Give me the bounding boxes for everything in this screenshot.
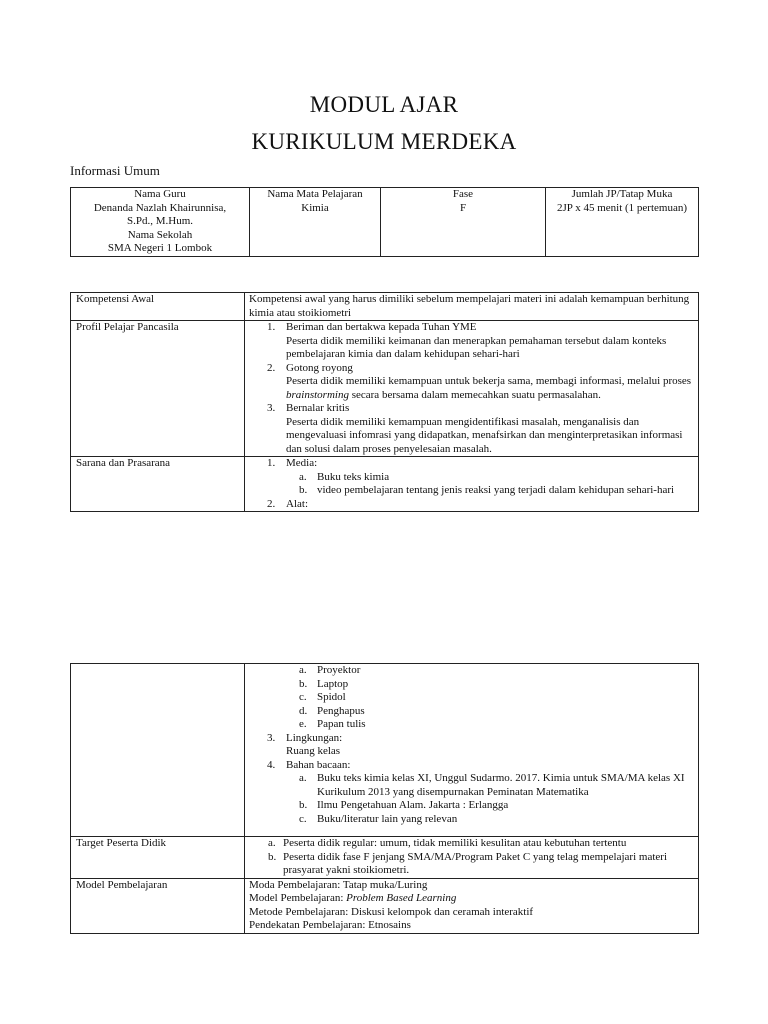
list-item: 3. Bernalar kritis	[267, 402, 350, 414]
list-item: a. Buku teks kimia	[299, 470, 390, 483]
mapel-value: Kimia	[301, 201, 329, 214]
list-item: a. Peserta didik regular: umum, tidak memiliki kesulitan atau kebutuhan tertentu	[268, 837, 627, 849]
profil-content	[245, 321, 699, 457]
metode-text: Metode Pembelajaran: Diskusi kelompok dan ceramah interaktif	[249, 905, 534, 918]
model-label: Model Pembelajaran	[71, 878, 245, 933]
section-label: Informasi Umum	[70, 163, 160, 178]
fase-value: F	[459, 201, 467, 214]
list-item-desc: Peserta didik memiliki kemampuan mengidentifikasi masalah, menganalisis dan mengevaluasi infomrasi yang didapatkan, menafsirkan dan menginterpretasikan informasi dan solusi dalam proses penyelesaian masalah.	[286, 415, 683, 455]
guru-label: Nama Guru	[134, 188, 186, 200]
list-item: b. Ilmu Pengetahuan Alam. Jakarta : Erlangga	[299, 799, 509, 811]
list-item: 1. Media:	[267, 457, 318, 469]
guru-name-1: Denanda Nazlah Khairunnisa,	[93, 201, 227, 214]
profil-row	[71, 321, 699, 457]
list-item: a. Proyektor	[299, 664, 361, 676]
sekolah-label: Nama Sekolah	[127, 228, 193, 241]
jp-label: Jumlah JP/Tatap Muka	[571, 188, 673, 200]
list-item: 1. Beriman dan bertakwa kepada Tuhan YME	[267, 321, 477, 333]
fase-label: Fase	[452, 188, 474, 200]
list-item: 2. Gotong royong	[267, 361, 353, 374]
mapel-cell	[250, 188, 381, 257]
details-table-page2	[70, 663, 699, 934]
sarana-row	[71, 457, 699, 512]
fase-cell	[381, 188, 546, 257]
list-item: c. Buku/literatur lain yang relevan	[299, 812, 458, 825]
list-item: 3. Lingkungan:	[267, 731, 343, 744]
kompetensi-label: Kompetensi Awal	[71, 293, 245, 321]
list-item: e. Papan tulis	[299, 718, 366, 730]
list-item: b. video pembelajaran tentang jenis reaksi yang terjadi dalam kehidupan sehari-hari	[299, 484, 675, 496]
list-item: b. Peserta didik fase F jenjang SMA/MA/Program Paket C yang telag mempelajari materi prasyarat yakni stoikiometri.	[268, 850, 667, 876]
model-content	[245, 878, 699, 933]
list-item: 2. Alat:	[267, 497, 308, 510]
list-item-desc: Peserta didik memiliki kemampuan untuk bekerja sama, membagi informasi, melalui proses brainstorming secara bersama dalam memecahkan suatu permasalahan.	[286, 375, 692, 401]
list-item: b. Laptop	[299, 677, 349, 690]
document-subtitle: KURIKULUM MERDEKA	[251, 129, 517, 154]
document-title: MODUL AJAR	[309, 92, 459, 117]
sarana-content	[245, 457, 699, 512]
kompetensi-row	[71, 293, 699, 321]
guru-cell	[71, 188, 250, 257]
list-item: d. Penghapus	[299, 704, 365, 717]
model-text: Model Pembelajaran: Problem Based Learning	[249, 892, 457, 904]
sarana-continued-content	[245, 664, 699, 837]
sarana-continued-row	[71, 664, 699, 837]
target-content	[245, 837, 699, 879]
list-item-desc: Ruang kelas	[286, 745, 341, 757]
guru-name-2: S.Pd., M.Hum.	[126, 215, 194, 227]
list-item: 4. Bahan bacaan:	[267, 758, 351, 771]
jp-value: 2JP x 45 menit (1 pertemuan)	[556, 201, 688, 214]
sekolah-name: SMA Negeri 1 Lombok	[107, 242, 213, 254]
details-table-page1	[70, 292, 699, 512]
list-item-desc: Peserta didik memiliki keimanan dan menerapkan pemahaman tersebut dalam konteks pembelajaran kimia dan dalam kehidupan sehari-hari	[286, 334, 667, 360]
list-item: a. Buku teks kimia kelas XI, Unggul Sudarmo. 2017. Kimia untuk SMA/MA kelas XI Kurikulum 2013 yang disempurnakan Peminatan Matematika	[299, 772, 685, 798]
profil-label: Profil Pelajar Pancasila	[71, 321, 245, 457]
jp-cell	[546, 188, 699, 257]
target-label: Target Peserta Didik	[71, 837, 245, 879]
mapel-label: Nama Mata Pelajaran	[267, 188, 363, 200]
target-row	[71, 837, 699, 879]
model-row	[71, 878, 699, 933]
moda-text: Moda Pembelajaran: Tatap muka/Luring	[249, 878, 428, 891]
sarana-label: Sarana dan Prasarana	[71, 457, 245, 512]
pendekatan-text: Pendekatan Pembelajaran: Etnosains	[249, 919, 411, 931]
kompetensi-text: Kompetensi awal yang harus dimiliki sebelum mempelajari materi ini adalah kemampuan berhitung kimia atau stoikiometri	[245, 293, 699, 321]
info-table	[70, 187, 699, 257]
list-item: c. Spidol	[299, 691, 346, 703]
empty-label-cell	[71, 664, 245, 837]
